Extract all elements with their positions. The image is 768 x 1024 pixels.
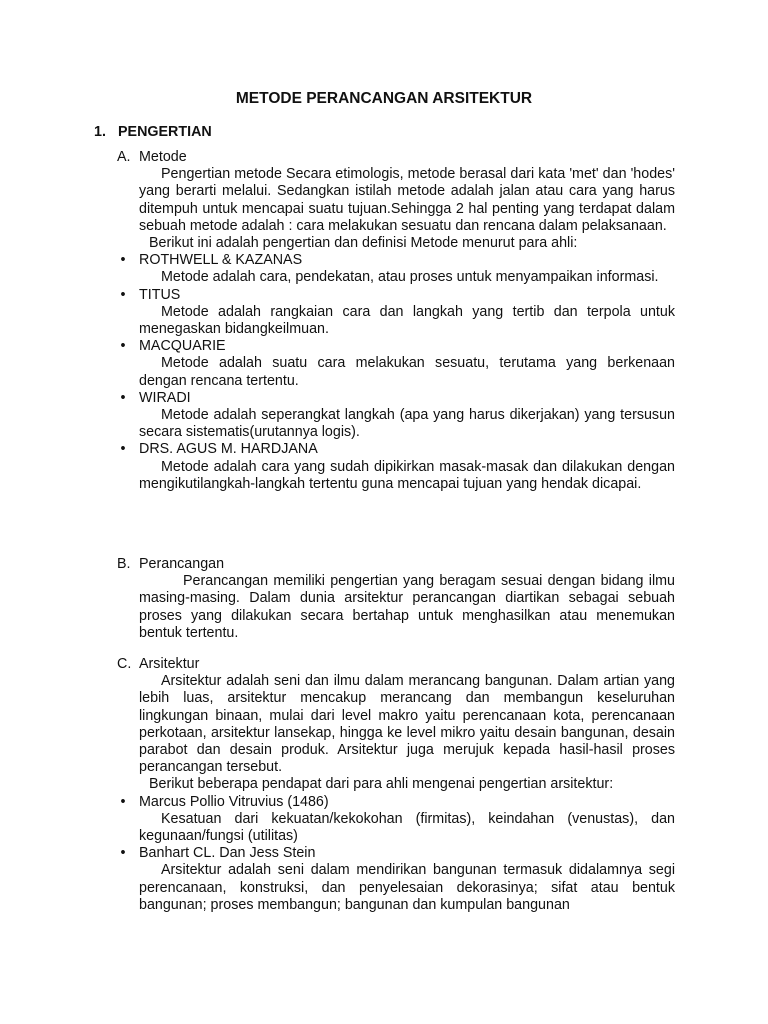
bullet-icon: • xyxy=(120,389,126,406)
section-number: 1. xyxy=(94,124,106,140)
bullet-icon: • xyxy=(120,252,126,269)
list-item xyxy=(120,286,675,339)
subsection-letter: B. xyxy=(117,556,131,572)
list-item-text: Metode adalah suatu cara melakukan sesuatu, terutama yang berkenaan dengan rencana tertentu. xyxy=(139,355,675,389)
list-item xyxy=(120,793,675,846)
subsection-arsitektur xyxy=(117,656,675,914)
list-item xyxy=(120,845,675,914)
list-item xyxy=(120,252,675,286)
bullet-icon: • xyxy=(120,441,126,458)
paragraph: Pengertian metode Secara etimologis, metode berasal dari kata 'met' dan 'hodes' yang berarti melalui. Sedangkan istilah metode adalah jalan atau cara yang harus ditempuh untuk mencapai suatu tujuan.Sehingga 2 hal penting yang terdapat dalam sebuah metode adalah : cara melakukan sesuatu dan rencana dalam pelaksanaan. xyxy=(139,166,675,234)
list-item-name: MACQUARIE xyxy=(139,338,226,355)
list-item xyxy=(120,441,675,493)
list-item-name: ROTHWELL & KAZANAS xyxy=(139,252,303,269)
subsection-title: Arsitektur xyxy=(139,656,200,672)
subsection-metode xyxy=(117,149,675,493)
subsection-title: Metode xyxy=(139,149,187,165)
list-item-text: Kesatuan dari kekuatan/kekokohan (firmitas), keindahan (venustas), dan kegunaan/fungsi (utilitas) xyxy=(139,810,675,845)
list-item-text: Arsitektur adalah seni dalam mendirikan bangunan termasuk didalamnya segi perencanaan, konstruksi, dan penyelesaian dekorasinya; sifat atau bentuk bangunan; proses membangun; bangunan dan kumpulan bangunan xyxy=(139,862,675,913)
list-item-text: Metode adalah cara yang sudah dipikirkan masak-masak dan dilakukan dengan mengikutilangkah-langkah tertentu guna mencapai tujuan yang hendak dicapai. xyxy=(139,458,675,492)
subsection-perancangan xyxy=(117,556,675,642)
bullet-icon: • xyxy=(120,286,126,303)
list-item-name: WIRADI xyxy=(139,389,191,406)
subsection-heading xyxy=(117,149,675,166)
paragraph: Perancangan memiliki pengertian yang beragam sesuai dengan bidang ilmu masing-masing. Dalam dunia arsitektur perancangan diartikan sebagai sebuah proses yang dilakukan secara bertahap untuk menghasilkan atau menemukan bentuk tertentu. xyxy=(139,573,675,641)
subsection-title: Perancangan xyxy=(139,556,225,572)
section-title: PENGERTIAN xyxy=(118,124,212,140)
bullet-icon: • xyxy=(120,845,126,862)
list-item-text: Metode adalah rangkaian cara dan langkah yang tertib dan terpola untuk menegaskan bidangkeilmuan. xyxy=(139,303,675,338)
list-item xyxy=(120,338,675,390)
subsection-letter: A. xyxy=(117,149,131,165)
list-item-name: TITUS xyxy=(139,286,181,303)
bullet-icon: • xyxy=(120,793,126,810)
paragraph: Berikut ini adalah pengertian dan definisi Metode menurut para ahli: xyxy=(149,235,578,252)
paragraph: Arsitektur adalah seni dan ilmu dalam merancang bangunan. Dalam artian yang lebih luas, arsitektur mencakup merancang dan membangun keseluruhan lingkungan binaan, mulai dari level makro yaitu perencanaan kota, perencanaan perkotaan, arsitektur lansekap, hingga ke level mikro yaitu desain bangunan, desain parabot dan desain produk. Arsitektur juga merujuk kepada hasil-hasil proses perancangan tersebut. xyxy=(139,673,675,776)
section-heading-pengertian xyxy=(94,124,212,141)
document-title: METODE PERANCANGAN ARSITEKTUR xyxy=(235,90,533,107)
paragraph: Berikut beberapa pendapat dari para ahli mengenai pengertian arsitektur: xyxy=(149,776,614,793)
list-item-name: Banhart CL. Dan Jess Stein xyxy=(139,845,316,862)
list-item xyxy=(120,389,675,442)
list-item-text: Metode adalah cara, pendekatan, atau proses untuk menyampaikan informasi. xyxy=(161,269,659,286)
list-item-name: Marcus Pollio Vitruvius (1486) xyxy=(139,793,329,810)
subsection-letter: C. xyxy=(117,656,132,672)
list-item-name: DRS. AGUS M. HARDJANA xyxy=(139,441,318,458)
subsection-heading xyxy=(117,556,675,573)
list-item-text: Metode adalah seperangkat langkah (apa yang harus dikerjakan) yang tersusun secara sistematis(urutannya logis). xyxy=(139,407,675,441)
subsection-heading xyxy=(117,656,675,673)
bullet-icon: • xyxy=(120,338,126,355)
